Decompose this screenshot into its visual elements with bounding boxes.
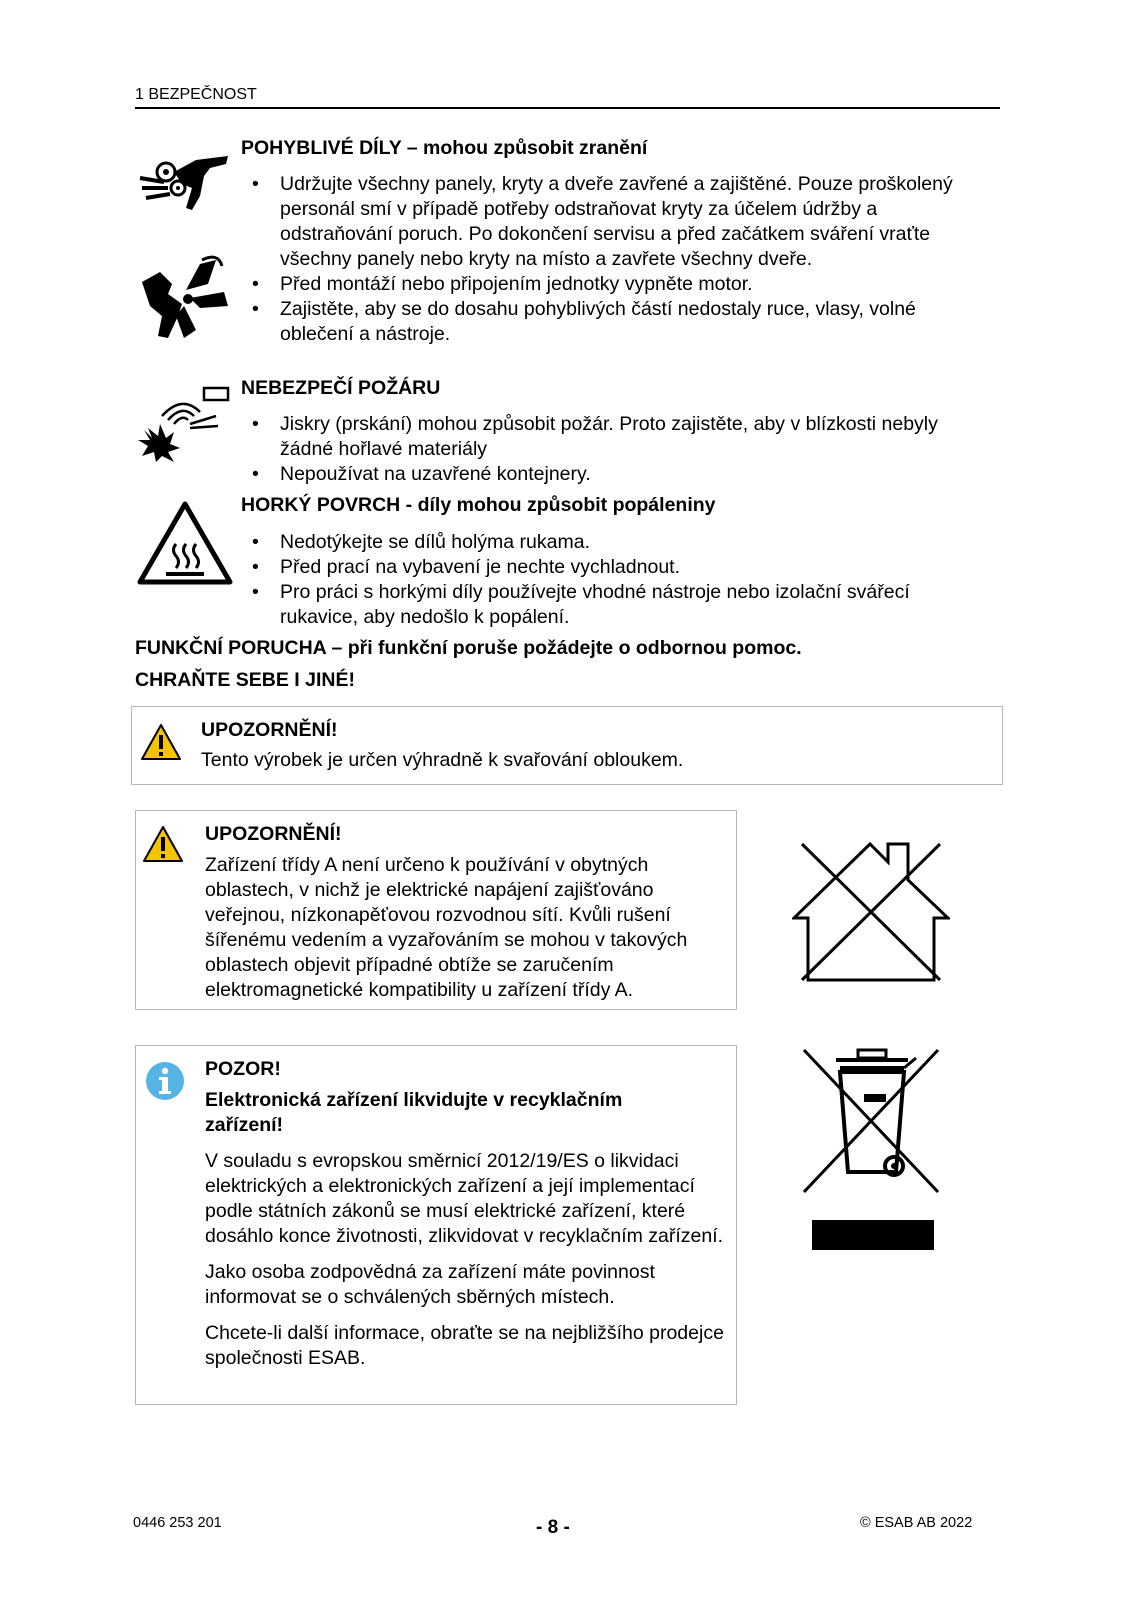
info-icon (144, 1060, 186, 1102)
warning-text: Tento výrobek je určen výhradně k svařování obloukem. (201, 749, 684, 771)
warning-triangle-icon (142, 825, 184, 863)
header-divider (135, 107, 1000, 109)
list-item: • Před prací na vybavení je nechte vychladnout. (241, 555, 961, 580)
crossed-bin-icon (800, 1046, 942, 1252)
spark-fire-icon (138, 386, 230, 462)
document-number: 0446 253 201 (133, 1515, 222, 1531)
notice-title: POZOR! (205, 1058, 281, 1080)
notice-paragraph: Chcete-li další informace, obraťte se na nejbližšího prodejce společnosti ESAB. (205, 1322, 724, 1369)
moving-parts-list (241, 172, 961, 347)
emc-warning-text: Zařízení třídy A není určeno k používání v obytných oblastech, v nichž je elektrické napájení zajišťováno veřejnou, nízkonapěťovou rozvodnou sítí. Kvůli rušení šířenému vedením a vyzařováním se mohou v takových oblastech objevit případné obtíže se zaručením elektromagnetické kompatibility u zařízení třídy A. (205, 854, 688, 1001)
notice-paragraph: Jako osoba zodpovědná za zařízení máte povinnost informovat se o schválených sběrných místech. (205, 1261, 655, 1308)
notice-body (205, 1149, 725, 1382)
list-item: • Nedotýkejte se dílů holýma rukama. (241, 530, 961, 555)
notice-paragraph: V souladu s evropskou směrnicí 2012/19/ES o likvidaci elektrických a elektronických zařízení a její implementací podle státních zákonů se musí elektrické zařízení, které dosáhlo konce životnosti, zlikvidovat v recyklačním zařízení. (205, 1150, 724, 1247)
emc-warning-box (135, 810, 737, 1010)
page-number: - 8 - (536, 1517, 570, 1538)
gear-hand-icon (138, 152, 230, 214)
warning-title: UPOZORNĚNÍ! (201, 719, 338, 741)
fire-title: NEBEZPEČÍ POŽÁRU (241, 377, 441, 399)
moving-parts-title: POHYBLIVÉ DÍLY – mohou způsobit zranění (241, 137, 648, 159)
emc-warning-title: UPOZORNĚNÍ! (205, 823, 342, 845)
list-item: • Jiskry (prskání) mohou způsobit požár. Proto zajistěte, aby v blízkosti nebyly žádné hořlavé materiály (241, 412, 961, 462)
hot-surface-list (241, 530, 961, 630)
fan-hand-icon (138, 254, 230, 340)
list-item: • Zajistěte, aby se do dosahu pohyblivých částí nedostaly ruce, vlasy, volné oblečení a nástroje. (241, 297, 961, 347)
crossed-house-icon (792, 840, 950, 982)
warning-triangle-icon (140, 723, 182, 761)
warning-box (131, 706, 1003, 785)
notice-subtitle: Elektronická zařízení likvidujte v recyklačním zařízení! (205, 1089, 623, 1136)
list-item: • Pro práci s horkými díly používejte vhodné nástroje nebo izolační svářecí rukavice, aby nedošlo k popálení. (241, 580, 961, 630)
page-header: 1 BEZPEČNOST (135, 86, 257, 103)
malfunction-line: FUNKČNÍ PORUCHA – při funkční poruše požádejte o odbornou pomoc. (135, 637, 802, 659)
hot-surface-warning-icon (136, 500, 234, 586)
hot-surface-title: HORKÝ POVRCH - díly mohou způsobit popáleniny (241, 494, 716, 516)
copyright: © ESAB AB 2022 (860, 1515, 973, 1531)
list-item: • Před montáží nebo připojením jednotky vypněte motor. (241, 272, 961, 297)
protect-line: CHRAŇTE SEBE I JINÉ! (135, 669, 355, 691)
list-item: • Udržujte všechny panely, kryty a dveře zavřené a zajištěné. Pouze proškolený personál smí v případě potřeby odstraňovat kryty za účelem údržby a odstraňování poruch. Po dokončení servisu a před začátkem sváření vraťte všechny panely nebo kryty na místo a zavřete všechny dveře. (241, 172, 961, 272)
list-item: • Nepoužívat na uzavřené kontejnery. (241, 462, 961, 487)
fire-list (241, 412, 961, 487)
recycling-notice-box (135, 1045, 737, 1405)
